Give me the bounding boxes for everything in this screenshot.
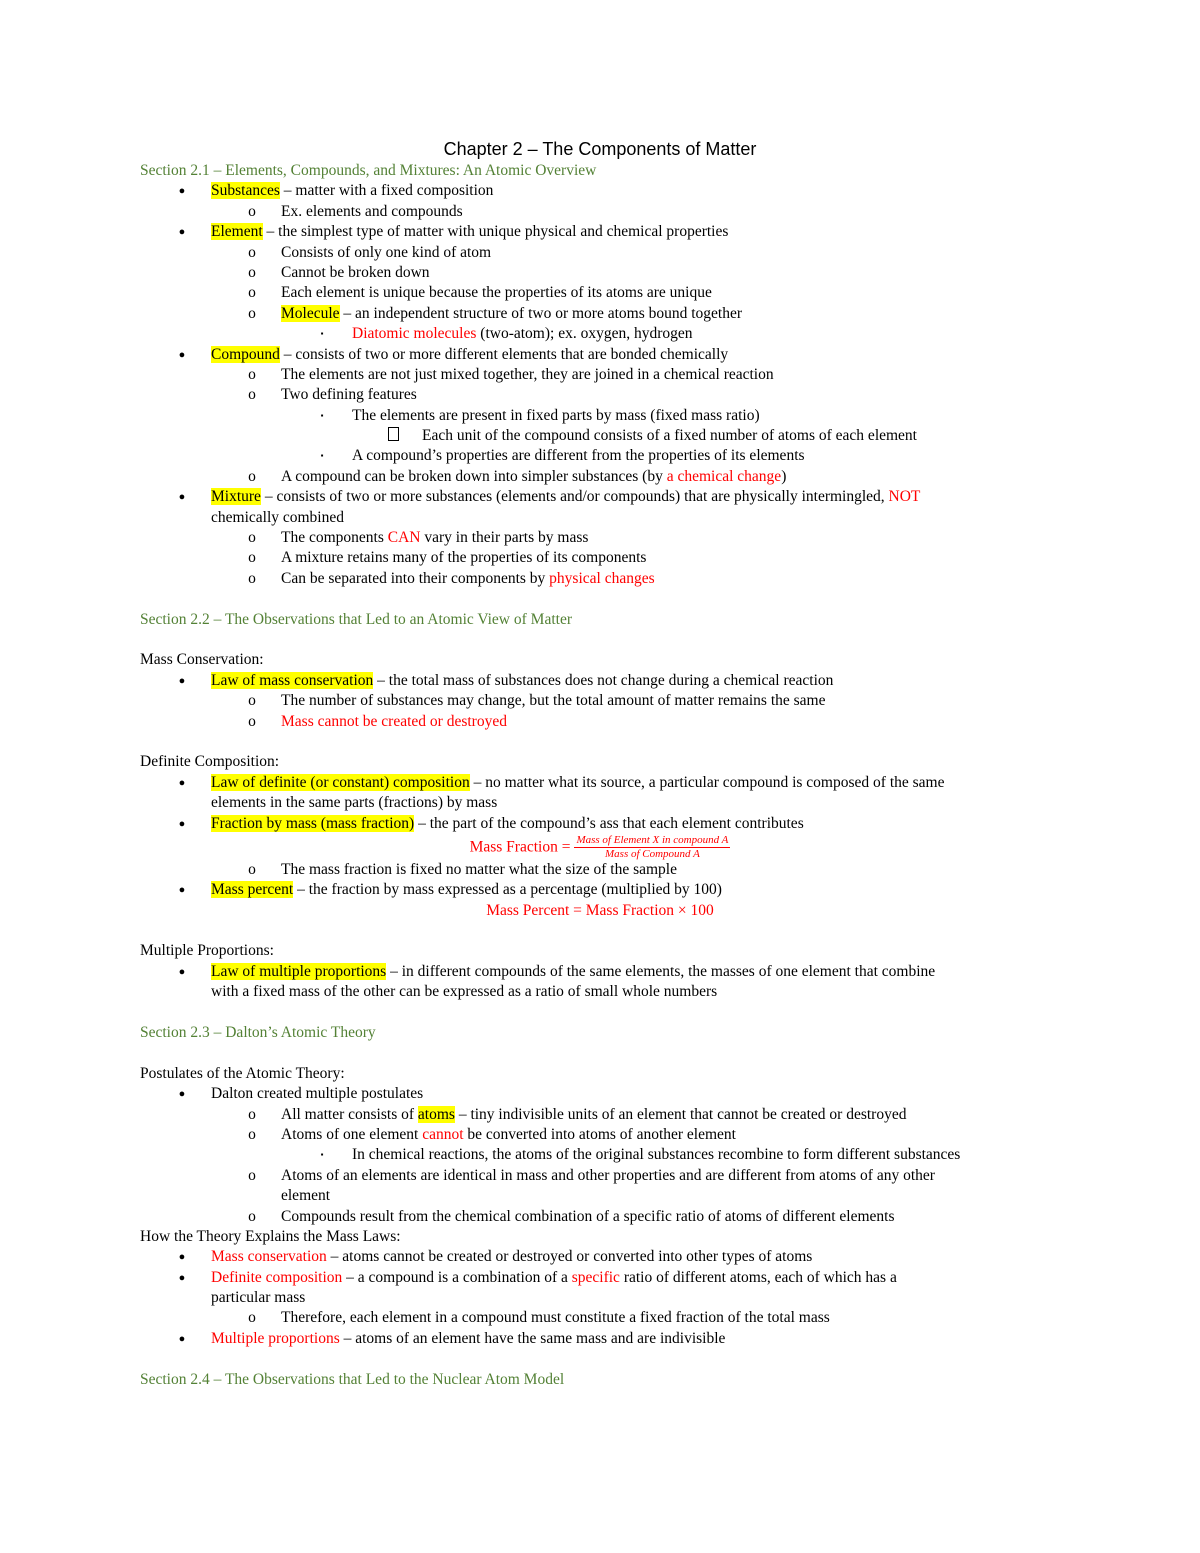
square-marker: ▪ <box>320 410 324 420</box>
box-marker <box>386 426 400 446</box>
term-substances: Substances <box>211 182 280 200</box>
list-item: o Mass cannot be created or destroyed <box>140 712 1060 732</box>
list-item-continuation: elements in the same parts (fractions) by mass <box>211 794 498 812</box>
list-item: o Two defining features <box>140 385 1060 405</box>
subheading-explains-mass-laws: How the Theory Explains the Mass Laws: <box>140 1227 401 1245</box>
bullet-marker: ● <box>178 776 186 789</box>
circle-marker: o <box>248 712 256 730</box>
section-heading-2-3: Section 2.3 – Dalton’s Atomic Theory <box>140 1024 376 1042</box>
term-compound: Compound <box>211 345 280 363</box>
list-item-continuation: element <box>281 1187 331 1205</box>
circle-marker: o <box>248 467 256 485</box>
list-item: ● Mixture – consists of two or more substances (elements and/or compounds) that are physically intermingled, NOT <box>140 487 1060 507</box>
list-item: ● Element – the simplest type of matter with unique physical and chemical properties <box>140 222 1060 242</box>
subheading-definite-composition: Definite Composition: <box>140 753 280 771</box>
list-item: ● Definite composition – a compound is a combination of a specific ratio of different atoms, each of which has a <box>140 1268 1060 1288</box>
fraction: $\frac{\text{Mass of Element X in compound A}}{\text{Mass of Compound A}}$ <box>576 833 729 860</box>
list-item: o Molecule – an independent structure of two or more atoms bound together <box>140 304 1060 324</box>
list-item: o The mass fraction is fixed no matter what the size of the sample <box>140 860 1060 880</box>
list-item: o Ex. elements and compounds <box>140 202 1060 222</box>
square-marker: ▪ <box>320 1150 324 1160</box>
list-item: ▪ The elements are present in fixed parts by mass (fixed mass ratio) <box>140 406 1060 426</box>
circle-marker: o <box>248 529 256 547</box>
circle-marker: o <box>248 1309 256 1327</box>
subheading-multiple-proportions: Multiple Proportions: <box>140 942 274 960</box>
square-marker: ▪ <box>320 329 324 339</box>
section-heading-2-2: Section 2.2 – The Observations that Led to an Atomic View of Matter <box>140 610 572 628</box>
list-item: o A mixture retains many of the properties of its components <box>140 548 1060 568</box>
bullet-marker: ● <box>178 348 186 361</box>
list-item-continuation: with a fixed mass of the other can be expressed as a ratio of small whole numbers <box>211 983 718 1001</box>
circle-marker: o <box>248 1166 256 1184</box>
mass-fraction-formula: Mass Fraction = $\frac{\text{Mass of Element X in compound A}}{\text{Mass of Compound A}}$ <box>469 833 729 860</box>
list-item: ● Law of mass conservation – the total mass of substances does not change during a chemical reaction <box>140 671 1060 691</box>
section-heading-2-1: Section 2.1 – Elements, Compounds, and Mixtures: An Atomic Overview <box>140 162 597 179</box>
bullet-marker: ● <box>178 674 186 687</box>
circle-marker: o <box>248 1105 256 1123</box>
bullet-marker: ● <box>178 817 186 830</box>
list-item: o Each element is unique because the properties of its atoms are unique <box>140 283 1060 303</box>
list-item: ● Mass conservation – atoms cannot be created or destroyed or converted into other types of atoms <box>140 1247 1060 1267</box>
list-item: ● Law of multiple proportions – in different compounds of the same elements, the masses of one element that combine <box>140 962 1060 982</box>
list-item-continuation: particular mass <box>211 1289 306 1307</box>
list-item: o Atoms of one element cannot be converted into atoms of another element <box>140 1125 1060 1145</box>
circle-marker: o <box>248 1125 256 1143</box>
square-marker: ▪ <box>320 451 324 461</box>
mass-percent-formula: Mass Percent = Mass Fraction × 100 <box>486 901 714 919</box>
bullet-marker: ● <box>178 1088 186 1101</box>
list-item: ● Dalton created multiple postulates <box>140 1084 1060 1104</box>
circle-marker: o <box>248 860 256 878</box>
list-item: o The elements are not just mixed together, they are joined in a chemical reaction <box>140 365 1060 385</box>
list-item: Each unit of the compound consists of a fixed number of atoms of each element <box>140 426 1060 446</box>
circle-marker: o <box>248 569 256 587</box>
list-item: o Consists of only one kind of atom <box>140 243 1060 263</box>
list-item: ▪ In chemical reactions, the atoms of the original substances recombine to form different substances <box>140 1145 1060 1165</box>
circle-marker: o <box>248 284 256 302</box>
term-element: Element <box>211 223 263 241</box>
list-item: ● Fraction by mass (mass fraction) – the part of the compound’s ass that each element contributes <box>140 814 1060 834</box>
bullet-marker: ● <box>178 491 186 504</box>
bullet-marker: ● <box>178 185 186 198</box>
term-molecule: Molecule <box>281 304 340 322</box>
subheading-postulates: Postulates of the Atomic Theory: <box>140 1064 345 1082</box>
list-item: ● Mass percent – the fraction by mass expressed as a percentage (multiplied by 100) <box>140 880 1060 900</box>
list-item: o Compounds result from the chemical combination of a specific ratio of atoms of different elements <box>140 1207 1060 1227</box>
list-item: o Therefore, each element in a compound must constitute a fixed fraction of the total mass <box>140 1308 1060 1328</box>
list-item: ● Substances – matter with a fixed composition <box>140 181 1060 201</box>
document-page <box>140 137 1060 1390</box>
bullet-marker: ● <box>178 1332 186 1345</box>
circle-marker: o <box>248 202 256 220</box>
bullet-marker: ● <box>178 1251 186 1264</box>
circle-marker: o <box>248 365 256 383</box>
subheading-mass-conservation: Mass Conservation: <box>140 651 264 669</box>
list-item: ● Multiple proportions – atoms of an element have the same mass and are indivisible <box>140 1329 1060 1349</box>
section-heading-2-4: Section 2.4 – The Observations that Led to the Nuclear Atom Model <box>140 1370 565 1388</box>
list-item: o Atoms of an elements are identical in mass and other properties and are different from atoms of any other <box>140 1166 1060 1186</box>
list-item: o The components CAN vary in their parts by mass <box>140 528 1060 548</box>
page-title: Chapter 2 – The Components of Matter <box>443 139 757 159</box>
list-item: o Can be separated into their components by physical changes <box>140 569 1060 589</box>
circle-marker: o <box>248 549 256 567</box>
list-item: o A compound can be broken down into simpler substances (by a chemical change) <box>140 467 1060 487</box>
circle-marker: o <box>248 263 256 281</box>
list-item: o Cannot be broken down <box>140 263 1060 283</box>
circle-marker: o <box>248 1207 256 1225</box>
list-item: ● Compound – consists of two or more different elements that are bonded chemically <box>140 345 1060 365</box>
list-item-continuation: chemically combined <box>211 508 344 526</box>
circle-marker: o <box>248 304 256 322</box>
bullet-marker: ● <box>178 965 186 978</box>
term-mixture: Mixture <box>211 488 261 506</box>
bullet-marker: ● <box>178 226 186 239</box>
list-item: ● Law of definite (or constant) composition – no matter what its source, a particular compound is composed of the same <box>140 773 1060 793</box>
list-item: o All matter consists of atoms – tiny indivisible units of an element that cannot be created or destroyed <box>140 1105 1060 1125</box>
circle-marker: o <box>248 692 256 710</box>
list-item: ▪ A compound’s properties are different from the properties of its elements <box>140 446 1060 466</box>
term-diatomic: Diatomic molecules <box>352 325 477 343</box>
bullet-marker: ● <box>178 1271 186 1284</box>
circle-marker: o <box>248 243 256 261</box>
bullet-marker: ● <box>178 884 186 897</box>
list-item: o The number of substances may change, but the total amount of matter remains the same <box>140 691 1060 711</box>
list-item: ▪ Diatomic molecules (two-atom); ex. oxygen, hydrogen <box>140 324 1060 344</box>
circle-marker: o <box>248 386 256 404</box>
